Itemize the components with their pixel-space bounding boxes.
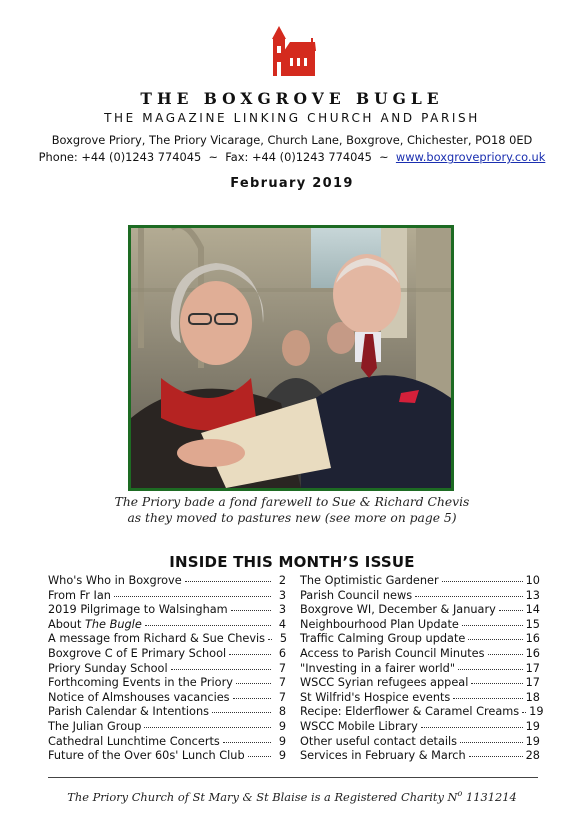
contents-entry	[48, 720, 286, 735]
dot-leader	[144, 727, 271, 728]
contents-entry-title: St Wilfrid's Hospice events	[300, 690, 451, 704]
dot-leader	[442, 581, 523, 582]
contents-entry-page: 19	[529, 705, 544, 719]
contents-entry-title: The Julian Group	[48, 719, 142, 733]
contents-entry	[300, 647, 540, 662]
contents-entry-page: 17	[525, 676, 540, 690]
contents-entry	[300, 574, 540, 589]
magazine-title: THE BOXGROVE BUGLE	[140, 89, 444, 108]
footer-divider	[48, 777, 538, 778]
contents-entry-title: WSCC Mobile Library	[300, 719, 418, 733]
dot-leader	[185, 581, 271, 582]
contents-entry-page: 5	[279, 632, 288, 646]
contents-entry	[48, 676, 286, 691]
contents-entry-page: 17	[525, 661, 540, 675]
contents-entry-title: 2019 Pilgrimage to Walsingham	[48, 603, 228, 617]
contents-entry	[300, 618, 540, 633]
contents-entry	[300, 632, 540, 647]
contents-entry-page: 7	[278, 676, 286, 690]
dot-leader	[114, 596, 271, 597]
contents-entry-title: Notice of Almshouses vacancies	[48, 690, 230, 704]
contents-entry	[300, 603, 540, 618]
contents-entry-page: 9	[278, 734, 286, 748]
contents-entry-page: 13	[525, 588, 540, 602]
contents-entry-page: 4	[278, 617, 286, 631]
contents-entry	[48, 705, 286, 720]
contents-entry-page: 3	[278, 588, 286, 602]
dot-leader	[231, 610, 271, 611]
contents-entry	[48, 749, 286, 764]
contents-entry-title: Priory Sunday School	[48, 661, 168, 675]
contents-entry	[48, 691, 286, 706]
contents-entry	[48, 589, 286, 604]
contents-entry-title: Recipe: Elderflower & Caramel Creams	[300, 705, 520, 719]
dot-leader	[229, 654, 271, 655]
contents-entry	[48, 618, 286, 633]
contents-entry-page: 10	[525, 574, 540, 587]
dot-leader	[171, 669, 271, 670]
charity-number-sign: o	[457, 789, 463, 798]
contents-entry-page: 16	[525, 646, 540, 660]
contents-entry-page: 14	[525, 603, 540, 617]
dot-leader	[469, 756, 523, 757]
contents-entry-title: Future of the Over 60s' Lunch Club	[48, 749, 245, 763]
dot-leader	[415, 596, 523, 597]
dot-leader	[145, 625, 271, 626]
contents-entry-title: Services in February & March	[300, 749, 466, 763]
contents-entry-title: Access to Parish Council Minutes	[300, 646, 485, 660]
farewell-photo-image	[131, 228, 451, 488]
contents-entry-page: 8	[278, 705, 286, 719]
contents-entry-title: Forthcoming Events in the Priory	[48, 676, 233, 690]
contents-entry-page: 3	[278, 603, 286, 617]
church-logo-icon	[265, 24, 321, 80]
contents-entry	[300, 662, 540, 677]
contents-entry-page: 7	[278, 690, 286, 704]
caption-line-2: as they moved to pastures new (see more on page 5)	[127, 511, 457, 525]
dot-leader	[522, 712, 526, 713]
cover-photo	[128, 225, 454, 491]
dot-leader	[453, 698, 522, 699]
contents-entry-page: 19	[525, 719, 540, 733]
contents-heading: INSIDE THIS MONTH’S ISSUE	[169, 553, 415, 571]
contents-entry	[48, 603, 286, 618]
contents-entry	[48, 662, 286, 677]
photo-caption	[0, 494, 584, 526]
contents-entry-page: 7	[278, 661, 286, 675]
contents-entry	[300, 589, 540, 604]
contents-entry	[300, 735, 540, 750]
contents-entry	[300, 691, 540, 706]
dot-leader	[223, 742, 271, 743]
magazine-subtitle: THE MAGAZINE LINKING CHURCH AND PARISH	[104, 111, 480, 125]
contents-entry-page: 6	[278, 646, 286, 660]
contents-entry-title: "Investing in a fairer world"	[300, 661, 456, 675]
website-link[interactable]: www.boxgrovepriory.co.uk	[395, 150, 546, 164]
dot-leader	[458, 669, 523, 670]
contents-entry-title: WSCC Syrian refugees appeal	[300, 676, 469, 690]
dot-leader	[233, 698, 271, 699]
contents-entry-page: 9	[278, 719, 286, 733]
dot-leader	[236, 683, 271, 684]
contents-entry-page: 18	[525, 690, 540, 704]
dot-leader	[488, 654, 523, 655]
contents-entry-page: 16	[525, 632, 540, 646]
contents-entry-title: From Fr Ian	[48, 588, 111, 602]
contents-entry	[48, 647, 286, 662]
contents-entry-title: The Optimistic Gardener	[300, 574, 439, 587]
contents-entry-title: A message from Richard & Sue Chevis	[48, 632, 266, 646]
address-line: Boxgrove Priory, The Priory Vicarage, Church Lane, Boxgrove, Chichester, PO18 0ED	[51, 133, 533, 147]
contents-left-column	[48, 574, 286, 764]
contents-entry	[300, 676, 540, 691]
dot-leader	[499, 610, 523, 611]
contents-entry-page: 15	[525, 617, 540, 631]
contents-entry-title: Parish Council news	[300, 588, 413, 602]
phone-fax-text: Phone: +44 (0)1243 774045 ~ Fax: +44 (0)1243 774045 ~	[38, 150, 396, 164]
contents-entry-page: 19	[525, 734, 540, 748]
contact-line	[0, 150, 584, 164]
contents-entry-title: Neighbourhood Plan Update	[300, 617, 459, 631]
contents-entry-title: About	[48, 617, 85, 631]
contents-right-column	[300, 574, 544, 764]
dot-leader	[462, 625, 523, 626]
dot-leader	[421, 727, 523, 728]
contents-entry	[300, 705, 544, 720]
contents-entry-title: Traffic Calming Group update	[300, 632, 466, 646]
charity-notice	[0, 789, 584, 804]
contents-entry-title: Parish Calendar & Intentions	[48, 705, 209, 719]
contents-entry-page: 9	[278, 749, 286, 763]
contents-entry-title: Who's Who in Boxgrove	[48, 574, 182, 587]
contents-entry-title: Boxgrove WI, December & January	[300, 603, 496, 617]
contents-entry-title-italic: The Bugle	[85, 617, 142, 631]
contents-entry	[300, 749, 540, 764]
contents-entry-title: Other useful contact details	[300, 734, 458, 748]
contents-entry-page: 2	[278, 574, 286, 587]
dot-leader	[248, 756, 271, 757]
dot-leader	[212, 712, 271, 713]
contents-entry	[48, 735, 286, 750]
charity-number: 1131214	[462, 789, 517, 804]
contents-entry	[48, 632, 286, 647]
dot-leader	[460, 742, 523, 743]
charity-text: The Priory Church of St Mary & St Blaise is a Registered Charity N	[67, 789, 458, 804]
contents-entry-page: 28	[525, 749, 540, 763]
contents-entry	[300, 720, 540, 735]
contents-entry-title: Cathedral Lunchtime Concerts	[48, 734, 220, 748]
issue-date: February 2019	[230, 176, 354, 191]
dot-leader	[268, 639, 272, 640]
dot-leader	[471, 683, 522, 684]
contents-entry	[48, 574, 286, 589]
dot-leader	[468, 639, 522, 640]
caption-line-1: The Priory bade a fond farewell to Sue & Richard Chevis	[114, 495, 470, 509]
contents-entry-title: Boxgrove C of E Primary School	[48, 646, 227, 660]
